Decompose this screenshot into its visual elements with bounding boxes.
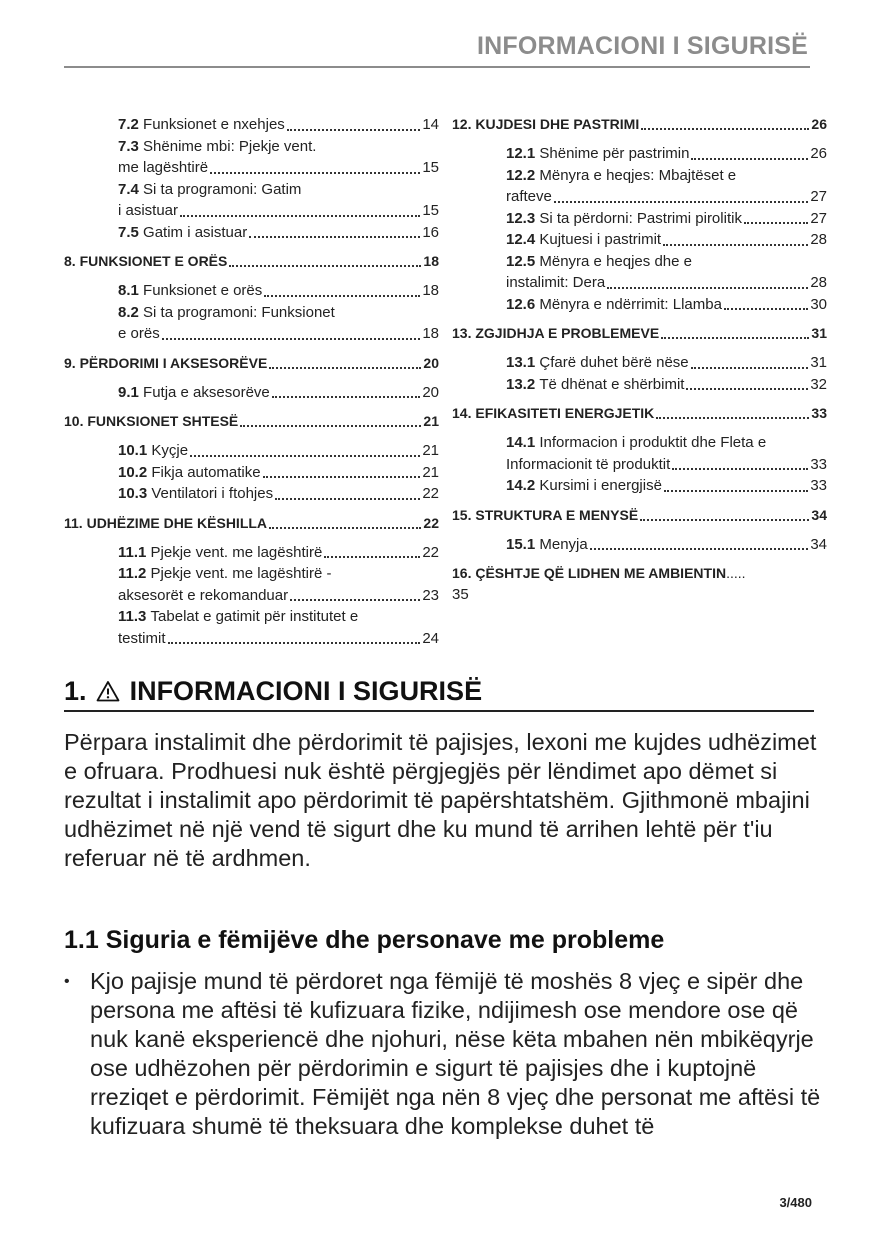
toc-entry-12-1[interactable]: 12.1 Shënime për pastrimin 26 bbox=[506, 145, 827, 162]
toc-entry-11-3[interactable]: 11.3 Tabelat e gatimit për institutet e testimit 24 bbox=[118, 608, 439, 647]
toc-entry-12-6[interactable]: 12.6 Mënyra e ndërrimit: Llamba 30 bbox=[506, 295, 827, 313]
toc-section-11[interactable]: 11. UDHËZIME DHE KËSHILLA 22 bbox=[64, 514, 439, 531]
bullet-dot-icon: • bbox=[64, 973, 70, 990]
toc-right-column bbox=[452, 114, 827, 613]
warning-triangle-icon bbox=[96, 678, 120, 709]
toc-section-9[interactable]: 9. PËRDORIMI I AKSESORËVE 20 bbox=[64, 354, 439, 371]
toc-section-13[interactable]: 13. ZGJIDHJA E PROBLEMEVE 31 bbox=[452, 325, 827, 341]
toc-section-14[interactable]: 14. EFIKASITETI ENERGJETIK 33 bbox=[452, 405, 827, 421]
toc-entry-11-2[interactable]: 11.2 Pjekje vent. me lagështirë - aksesorët e rekomanduar 23 bbox=[118, 565, 439, 604]
toc-entry-11-1[interactable]: 11.1 Pjekje vent. me lagështirë 22 bbox=[118, 543, 439, 561]
toc-entry-12-2[interactable]: 12.2 Mënyra e heqjes: Mbajtëset e rafteve 27 bbox=[506, 166, 827, 205]
toc-left-column bbox=[64, 114, 439, 649]
toc-entry-12-3[interactable]: 12.3 Si ta përdorni: Pastrimi pirolitik 27 bbox=[506, 209, 827, 227]
toc-entry-7-5[interactable]: 7.5 Gatim i asistuar 16 bbox=[118, 223, 439, 241]
toc-entry-14-2[interactable]: 14.2 Kursimi i energjisë 33 bbox=[506, 477, 827, 494]
toc-entry-8-1[interactable]: 8.1 Funksionet e orës 18 bbox=[118, 282, 439, 299]
toc-entry-8-2[interactable]: 8.2 Si ta programoni: Funksionet e orës 18 bbox=[118, 303, 439, 342]
toc-section-12[interactable]: 12. KUJDESI DHE PASTRIMI 26 bbox=[452, 116, 827, 132]
toc-section-16[interactable]: 16. ÇËSHTJE QË LIDHEN ME AMBIENTIN..... 35 bbox=[452, 565, 746, 603]
toc-entry-13-1[interactable]: 13.1 Çfarë duhet bërë nëse 31 bbox=[506, 354, 827, 371]
toc-section-15[interactable]: 15. STRUKTURA E MENYSË 34 bbox=[452, 506, 827, 523]
intro-paragraph: Përpara instalimit dhe përdorimit të pajisjes, lexoni me kujdes udhëzimet e ofruara. Prodhuesi nuk është përgjegjës për lëndimet apo dëmet si rezultat i instalimit apo përdorimit të papërshtatshëm. Gjithmonë mbajini udhëzimet në një vend të sigurt dhe ku mund të arrihen lehtë për t'iu referuar në të ardhmen. bbox=[64, 729, 817, 871]
toc-entry-10-1[interactable]: 10.1 Kyçje 21 bbox=[118, 442, 439, 459]
header-divider bbox=[64, 66, 810, 68]
subsection-heading: 1.1 Siguria e fëmijëve dhe personave me probleme bbox=[64, 926, 665, 954]
toc-entry-10-3[interactable]: 10.3 Ventilatori i ftohjes 22 bbox=[118, 485, 439, 502]
toc-entry-14-1[interactable]: 14.1 Informacion i produktit dhe Fleta e Informacionit të produktit 33 bbox=[506, 434, 827, 473]
toc-entry-7-2[interactable]: 7.2 Funksionet e nxehjes 14 bbox=[118, 116, 439, 133]
toc-entry-13-2[interactable]: 13.2 Të dhënat e shërbimit 32 bbox=[506, 375, 827, 393]
toc-section-8[interactable]: 8. FUNKSIONET E ORËS 18 bbox=[64, 253, 439, 269]
section-heading-divider bbox=[64, 710, 814, 712]
list-item-text: Kjo pajisje mund të përdoret nga fëmijë të moshës 8 vjeç e sipër dhe persona me aftësi të kufizuara fizike, ndijimesh ose mendore ose që nuk kanë eksperiencë dhe njohuri, nëse këta mbahen nën mbikëqyrje ose udhëzohen për përdorimin e sigurt të pajisjes dhe i kuptojnë rreziqet e përdorimit. Fëmijët nga nën 8 vjeç dhe personat me aftësi të kufizuara shumë të theksuara dhe komplekse duhet të bbox=[90, 968, 821, 1139]
list-item bbox=[64, 967, 824, 1141]
page-header-title: INFORMACIONI I SIGURISË bbox=[476, 32, 808, 60]
toc-entry-7-3[interactable]: 7.3 Shënime mbi: Pjekje vent. me lagështirë 15 bbox=[118, 137, 439, 176]
page-number: 3/480 bbox=[779, 1195, 812, 1210]
toc-entry-12-4[interactable]: 12.4 Kujtuesi i pastrimit 28 bbox=[506, 231, 827, 248]
section-heading: 1. INFORMACIONI I SIGURISË bbox=[64, 676, 814, 709]
toc-entry-12-5[interactable]: 12.5 Mënyra e heqjes dhe e instalimit: Dera 28 bbox=[506, 252, 827, 291]
toc-entry-7-4[interactable]: 7.4 Si ta programoni: Gatim i asistuar 15 bbox=[118, 180, 439, 219]
toc-section-10[interactable]: 10. FUNKSIONET SHTESË 21 bbox=[64, 413, 439, 429]
toc-entry-9-1[interactable]: 9.1 Futja e aksesorëve 20 bbox=[118, 383, 439, 401]
toc-entry-15-1[interactable]: 15.1 Menyja 34 bbox=[506, 535, 827, 553]
toc-entry-10-2[interactable]: 10.2 Fikja automatike 21 bbox=[118, 463, 439, 481]
